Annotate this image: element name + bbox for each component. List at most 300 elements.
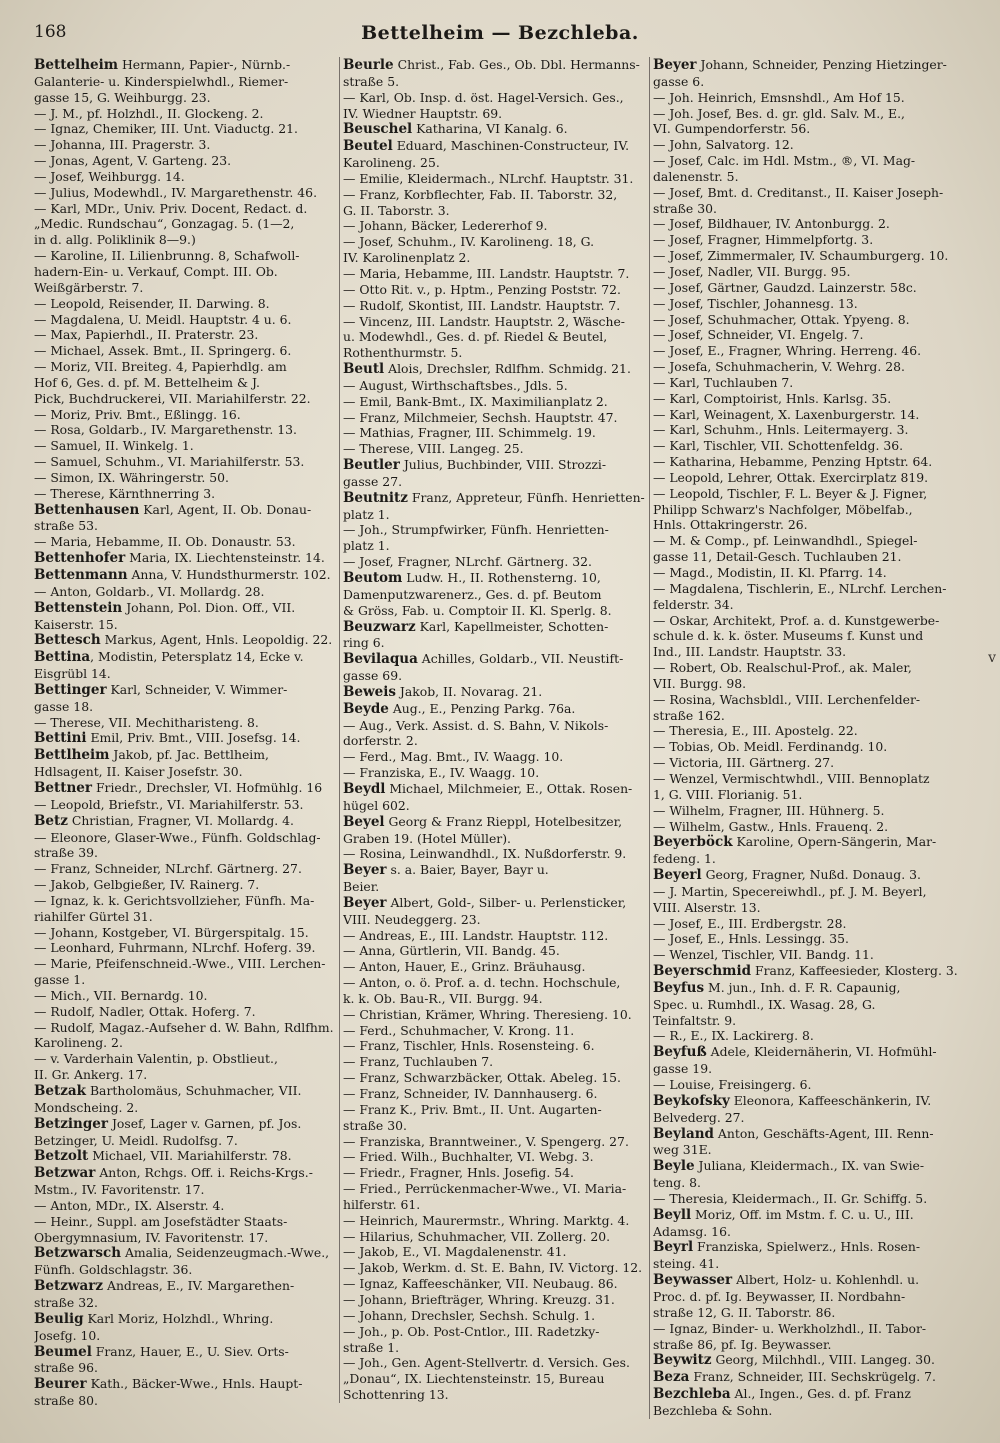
entry-text: gasse 19.: [653, 1061, 713, 1077]
directory-entry: [34, 780, 339, 797]
entry-text: Ind., III. Landstr. Hauptstr. 33.: [653, 644, 847, 660]
entry-text: — Leonhard, Fuhrmann, NLrchf. Hoferg. 39.: [34, 940, 316, 956]
directory-entry: [34, 121, 339, 137]
entry-text: — Josef, Tischler, Johannesg. 13.: [653, 295, 858, 311]
entry-surname: Beza: [653, 1369, 690, 1386]
directory-entry: [34, 1148, 339, 1165]
entry-text: — Karl, Schuhm., Hnls. Leitermayerg. 3.: [653, 422, 909, 438]
directory-entry: [34, 1067, 339, 1083]
entry-text: Teinfaltstr. 9.: [653, 1012, 737, 1028]
entry-text: — Josef, E., Hnls. Lessingg. 35.: [653, 931, 849, 947]
entry-text: — Anton, Goldarb., VI. Mollardg. 28.: [34, 583, 265, 599]
directory-entry: [343, 57, 648, 74]
directory-entry: [34, 845, 339, 861]
directory-entry: [343, 1213, 648, 1229]
entry-text: — Karl, Weinagent, X. Laxenburgerstr. 14.: [653, 406, 920, 422]
directory-entry: [34, 877, 339, 893]
entry-text: Moriz, Off. im Mstm. f. C. u. U., III.: [691, 1206, 914, 1222]
directory-entry: [653, 216, 968, 232]
directory-entry: [653, 1224, 968, 1240]
directory-column-2: [343, 57, 648, 1403]
directory-entry: [343, 1276, 648, 1292]
entry-text: platz 1.: [343, 538, 390, 554]
entry-text: Anna, V. Hundsthurmerstr. 102.: [127, 567, 331, 582]
entry-text: Jakob, pf. Jac. Bettlheim,: [109, 747, 269, 763]
directory-entry: [653, 1191, 968, 1207]
directory-entry: [653, 1272, 968, 1289]
directory-entry: [34, 956, 339, 972]
entry-text: Rothenthurmstr. 5.: [343, 345, 463, 361]
entry-text: — Jakob, E., VI. Magdalenenstr. 41.: [343, 1244, 567, 1260]
directory-entry: [343, 361, 648, 378]
directory-entry: [653, 771, 968, 787]
entry-text: — Franz, Schneider, IV. Dannhauserg. 6.: [343, 1086, 598, 1101]
entry-surname: Betzolt: [34, 1148, 89, 1165]
entry-surname: Beyerböck: [653, 834, 733, 851]
entry-text: Karolineng. 25.: [343, 155, 440, 171]
entry-text: II. Gr. Ankerg. 17.: [34, 1067, 148, 1083]
directory-entry: [34, 797, 339, 813]
directory-entry: [34, 438, 339, 454]
entry-surname: Bettner: [34, 779, 92, 796]
entry-surname: Betzwarz: [34, 1278, 104, 1295]
entry-surname: Beydl: [343, 780, 386, 797]
directory-entry: [343, 1197, 648, 1213]
directory-entry: [34, 343, 339, 359]
entry-text: — M. & Comp., pf. Leinwandhdl., Spiegel-: [653, 533, 918, 549]
directory-entry: [343, 554, 648, 570]
entry-text: Bezchleba & Sohn.: [653, 1402, 773, 1418]
directory-entry: [343, 831, 648, 847]
directory-entry: [34, 1245, 339, 1262]
directory-entry: [343, 314, 648, 330]
entry-text: Johann, Schneider, Penzing Hietzinger-: [696, 57, 947, 72]
directory-entry: [653, 660, 968, 676]
entry-text: in d. allg. Poliklinik 8—9.): [34, 232, 196, 248]
entry-text: — J. Martin, Specereiwhdl., pf. J. M. Beyerl,: [653, 883, 927, 899]
directory-entry: [653, 1093, 968, 1110]
directory-entry: [343, 1134, 648, 1150]
entry-text: — Emilie, Kleidermach., NLrchf. Hauptstr. 31.: [343, 170, 634, 186]
edge-mark: v: [988, 650, 996, 666]
directory-entry: [34, 486, 339, 502]
entry-text: „Donau“, IX. Liechtensteinstr. 15, Bureau: [343, 1371, 605, 1387]
entry-text: Maria, IX. Liechtensteinstr. 14.: [125, 550, 325, 566]
directory-entry: [343, 74, 648, 90]
entry-text: — Magdalena, Tischlerin, E., NLrchf. Lerchen-: [653, 580, 947, 596]
entry-text: gasse 1.: [34, 972, 86, 988]
entry-text: — Josef, Bildhauer, IV. Antonburgg. 2.: [653, 216, 890, 232]
directory-entry: [653, 819, 968, 835]
entry-text: — Rudolf, Magaz.-Aufseher d. W. Bahn, Rdlfhm.: [34, 1019, 334, 1035]
entry-text: — Joh., Strumpfwirker, Fünfh. Henrietten-: [343, 522, 609, 538]
entry-text: teng. 8.: [653, 1175, 701, 1191]
entry-surname: Bettenhofer: [34, 550, 126, 567]
entry-surname: Beyll: [653, 1206, 692, 1223]
entry-text: — Christian, Krämer, Whring. Theresieng. 10.: [343, 1006, 632, 1022]
entry-text: — Jakob, Werkm. d. St. E. Bahn, IV. Victorg. 12.: [343, 1260, 643, 1276]
entry-text: — Karl, MDr., Univ. Priv. Docent, Redact. d.: [34, 200, 308, 216]
entry-text: riahilfer Gürtel 31.: [34, 908, 153, 924]
directory-entry: [343, 635, 648, 651]
directory-entry: [653, 248, 968, 264]
entry-text: — Josef, Fragner, Himmelpfortg. 3.: [653, 232, 874, 248]
directory-entry: [34, 1230, 339, 1246]
directory-entry: [653, 264, 968, 280]
directory-entry: [653, 90, 968, 106]
directory-entry: [343, 538, 648, 554]
entry-surname: Beuzwarz: [343, 618, 416, 635]
directory-entry: [34, 375, 339, 391]
directory-entry: [34, 1051, 339, 1067]
entry-text: — Johanna, III. Pragerstr. 3.: [34, 137, 211, 153]
directory-entry: [343, 975, 648, 991]
entry-text: Franz, Kaffeesieder, Klosterg. 3.: [751, 963, 958, 979]
directory-entry: [343, 234, 648, 250]
entry-text: — Ignaz, k. k. Gerichtsvollzieher, Fünfh. Ma-: [34, 892, 315, 908]
directory-entry: [653, 613, 968, 629]
entry-text: — Friedr., Fragner, Hnls. Josefig. 54.: [343, 1165, 574, 1181]
directory-entry: [343, 733, 648, 749]
directory-entry: [653, 359, 968, 375]
entry-surname: Betzinger: [34, 1115, 108, 1132]
entry-text: Julius, Buchbinder, VIII. Strozzi-: [399, 457, 607, 473]
directory-entry: [34, 359, 339, 375]
directory-entry: [343, 912, 648, 928]
directory-entry: [343, 490, 648, 507]
directory-entry: [343, 1023, 648, 1039]
entry-text: Galanterie- u. Kinderspielwhdl., Riemer-: [34, 73, 289, 89]
entry-text: — Josef, Calc. im Hdl. Mstm., ®, VI. Mag-: [653, 153, 916, 169]
directory-entry: [343, 1038, 648, 1054]
entry-text: dalenenstr. 5.: [653, 168, 739, 184]
directory-entry: [34, 764, 339, 780]
directory-entry: [34, 1311, 339, 1328]
entry-text: — J. M., pf. Holzhdl., II. Glockeng. 2.: [34, 105, 264, 121]
directory-entry: [653, 201, 968, 217]
entry-text: Emil, Priv. Bmt., VIII. Josefsg. 14.: [86, 730, 301, 746]
entry-text: platz 1.: [343, 506, 390, 522]
entry-surname: Beyer: [343, 862, 387, 879]
entry-text: straße 53.: [34, 518, 98, 534]
entry-text: Hermann, Papier-, Nürnb.-: [118, 57, 291, 72]
entry-text: — Leopold, Briefstr., VI. Mariahilferstr. 53.: [34, 796, 304, 812]
directory-entry: [34, 1295, 339, 1311]
entry-text: — Josef, Fragner, NLrchf. Gärtnerg. 32.: [343, 554, 592, 570]
entry-text: — Magd., Modistin, II. Kl. Pfarrg. 14.: [653, 565, 887, 580]
directory-entry: [653, 533, 968, 549]
entry-text: — Otto Rit. v., p. Hptm., Penzing Poststr. 72.: [343, 281, 621, 297]
entry-text: straße 162.: [653, 707, 725, 723]
entry-text: Markus, Agent, Hnls. Leopoldig. 22.: [100, 632, 333, 648]
entry-surname: Beuschel: [343, 121, 413, 138]
directory-entry: [653, 947, 968, 963]
entry-text: — Ferd., Mag. Bmt., IV. Waagg. 10.: [343, 749, 564, 765]
entry-text: — Jakob, Gelbgießer, IV. Rainerg. 7.: [34, 877, 260, 893]
entry-surname: Beurle: [343, 57, 394, 73]
directory-entry: [34, 534, 339, 550]
entry-surname: Beulig: [34, 1310, 84, 1327]
directory-entry: [34, 1165, 339, 1182]
entry-surname: Beyer: [343, 894, 387, 911]
directory-entry: [343, 619, 648, 636]
entry-surname: Beumel: [34, 1343, 92, 1360]
entry-text: „Medic. Rundschau“, Gonzagag. 5. (1—2,: [34, 216, 295, 232]
directory-entry: [653, 438, 968, 454]
directory-column-1: [34, 57, 339, 1409]
entry-surname: Beyde: [343, 700, 389, 717]
directory-entry: [343, 171, 648, 187]
directory-entry: [343, 765, 648, 781]
entry-surname: Beutel: [343, 138, 393, 155]
entry-text: — Franz, Schwarzbäcker, Ottak. Abeleg. 15.: [343, 1070, 621, 1086]
entry-surname: Betzwar: [34, 1165, 96, 1182]
entry-text: Spec. u. Rumhdl., IX. Wasag. 28, G.: [653, 996, 876, 1012]
directory-entry: [653, 1321, 968, 1337]
directory-entry: [653, 296, 968, 312]
entry-text: steing. 41.: [653, 1256, 720, 1272]
entry-surname: Beyfus: [653, 979, 705, 996]
directory-entry: [34, 699, 339, 715]
directory-entry: [34, 584, 339, 600]
directory-entry: [34, 1035, 339, 1051]
entry-surname: Beykofsky: [653, 1092, 730, 1109]
entry-text: gasse 15, G. Weihburgg. 23.: [34, 89, 211, 105]
entry-surname: Beweis: [343, 683, 396, 700]
entry-text: — Moriz, VII. Breiteg. 4, Papierhdlg. am: [34, 359, 287, 375]
entry-text: k. k. Ob. Bau-R., VII. Burgg. 94.: [343, 990, 543, 1006]
entry-text: — Rudolf, Nadler, Ottak. Hoferg. 7.: [34, 1003, 256, 1019]
directory-entry: [653, 1028, 968, 1044]
directory-entry: [653, 121, 968, 137]
entry-surname: Bettlheim: [34, 747, 110, 764]
entry-text: VI. Gumpendorferstr. 56.: [653, 121, 811, 137]
entry-text: Adamsg. 16.: [653, 1223, 731, 1239]
directory-entry: [34, 666, 339, 682]
directory-entry: [34, 1262, 339, 1278]
directory-entry: [343, 701, 648, 718]
directory-entry: [34, 216, 339, 232]
directory-entry: [343, 187, 648, 203]
directory-entry: [34, 1004, 339, 1020]
directory-entry: [34, 470, 339, 486]
entry-text: Georg & Franz Rieppl, Hotelbesitzer,: [384, 813, 623, 829]
entry-text: straße 39.: [34, 845, 98, 861]
entry-text: — Franziska, Branntweiner., V. Spengerg. 27.: [343, 1133, 629, 1149]
entry-text: Graben 19. (Hotel Müller).: [343, 830, 511, 846]
directory-entry: [34, 1360, 339, 1376]
directory-column-3: [653, 57, 968, 1419]
directory-entry: [34, 617, 339, 633]
entry-text: hilferstr. 61.: [343, 1196, 421, 1212]
directory-entry: [653, 1044, 968, 1061]
entry-text: Fünfh. Goldschlagstr. 36.: [34, 1262, 193, 1278]
directory-entry: [34, 940, 339, 956]
entry-text: — Therese, VIII. Langeg. 25.: [343, 441, 524, 457]
entry-surname: Bettelheim: [34, 57, 119, 73]
entry-text: VIII. Neudeggerg. 23.: [343, 911, 481, 927]
directory-entry: [343, 155, 648, 171]
entry-text: Karl, Agent, II. Ob. Donau-: [139, 501, 312, 517]
entry-surname: Bettini: [34, 730, 87, 747]
entry-text: — Josef, Gärtner, Gaudzd. Lainzerstr. 58c.: [653, 279, 917, 295]
entry-text: — Josef, E., Fragner, Whring. Herreng. 46.: [653, 343, 922, 359]
entry-text: — Tobias, Ob. Meidl. Ferdinandg. 10.: [653, 739, 888, 755]
entry-text: VIII. Alserstr. 13.: [653, 899, 761, 915]
entry-surname: Beyland: [653, 1125, 714, 1142]
entry-text: Michael, Milchmeier, E., Ottak. Rosen-: [385, 780, 633, 796]
entry-text: — Michael, Assek. Bmt., II. Springerg. 6.: [34, 343, 292, 359]
directory-entry: [343, 90, 648, 106]
entry-text: gasse 6.: [653, 73, 705, 89]
directory-entry: [343, 1070, 648, 1086]
directory-entry: [34, 280, 339, 296]
entry-text: — Wilhelm, Gastw., Hnls. Frauenq. 2.: [653, 818, 889, 834]
directory-entry: [343, 218, 648, 234]
directory-entry: [653, 867, 968, 884]
entry-text: Eisgrübl 14.: [34, 666, 111, 682]
entry-text: straße 12, G. II. Taborstr. 86.: [653, 1304, 836, 1320]
entry-text: Franziska, Spielwerz., Hnls. Rosen-: [693, 1239, 921, 1255]
directory-entry: [343, 1149, 648, 1165]
directory-entry: [34, 106, 339, 122]
entry-text: Philipp Schwarz's Nachfolger, Möbelfab.,: [653, 501, 913, 517]
entry-text: — Josef, Schuhm., IV. Karolineng. 18, G.: [343, 234, 595, 250]
entry-text: — Franziska, E., IV. Waagg. 10.: [343, 765, 540, 781]
entry-text: — Maria, Hebamme, II. Ob. Donaustr. 53.: [34, 534, 296, 550]
directory-entry: [653, 375, 968, 391]
entry-text: Josef, Lager v. Garnen, pf. Jos.: [108, 1115, 302, 1131]
entry-surname: Beyel: [343, 813, 385, 830]
directory-entry: [34, 1020, 339, 1036]
entry-text: — Mich., VII. Bernardg. 10.: [34, 987, 208, 1003]
directory-entry: [653, 597, 968, 613]
directory-entry: [343, 749, 648, 765]
entry-text: — Josef, Bmt. d. Creditanst., II. Kaiser Joseph-: [653, 184, 944, 200]
entry-text: — Anton, o. ö. Prof. a. d. techn. Hochschule,: [343, 975, 621, 991]
directory-entry: [34, 74, 339, 90]
directory-entry: [34, 632, 339, 649]
directory-entry: [653, 407, 968, 423]
entry-text: — Johann, Drechsler, Sechsh. Schulg. 1.: [343, 1307, 596, 1323]
entry-text: Ludw. H., II. Rothensterng. 10,: [402, 570, 601, 585]
directory-entry: [653, 676, 968, 692]
directory-entry: [653, 980, 968, 997]
entry-text: — Josef, Schneider, VI. Engelg. 7.: [653, 327, 864, 343]
entry-text: — Franz, Milchmeier, Sechsh. Hauptstr. 47.: [343, 409, 618, 425]
entry-text: — Johann, Briefträger, Whring. Kreuzg. 31.: [343, 1291, 615, 1307]
directory-entry: [653, 169, 968, 185]
directory-entry: [34, 454, 339, 470]
directory-entry: [343, 991, 648, 1007]
entry-surname: Bettenstein: [34, 599, 123, 616]
directory-entry: [34, 137, 339, 153]
entry-surname: Bevilaqua: [343, 651, 418, 668]
directory-entry: [34, 600, 339, 617]
entry-text: Aug., E., Penzing Parkg. 76a.: [388, 700, 576, 716]
entry-text: — Heinrich, Maurermstr., Whring. Marktg. 4.: [343, 1212, 630, 1228]
directory-entry: [343, 718, 648, 734]
directory-entry: [653, 74, 968, 90]
directory-entry: [34, 57, 339, 74]
entry-text: Beier.: [343, 879, 380, 895]
entry-text: Franz, Appreteur, Fünfh. Henrietten-: [407, 489, 645, 505]
directory-entry: [34, 1116, 339, 1133]
directory-entry: [34, 422, 339, 438]
entry-text: M. jun., Inh. d. F. R. Capaunig,: [704, 979, 901, 995]
directory-entry: [343, 1308, 648, 1324]
entry-text: Albert, Gold-, Silber- u. Perlensticker,: [386, 894, 627, 910]
entry-text: Proc. d. pf. Ig. Beywasser, II. Nordbahn-: [653, 1288, 906, 1304]
directory-entry: [34, 861, 339, 877]
page-number: 168: [34, 22, 67, 42]
directory-entry: [343, 603, 648, 619]
entry-text: Schottenring 13.: [343, 1387, 449, 1403]
entry-surname: Beyerl: [653, 867, 702, 884]
entry-text: Kath., Bäcker-Wwe., Hnls. Haupt-: [86, 1376, 303, 1392]
entry-text: — Andreas, E., III. Landstr. Hauptstr. 112.: [343, 927, 609, 943]
directory-entry: [653, 1175, 968, 1191]
entry-text: Obergymnasium, IV. Favoritenstr. 17.: [34, 1229, 269, 1245]
entry-text: — Rosa, Goldarb., IV. Margarethenstr. 13.: [34, 422, 297, 438]
entry-text: — John, Salvatorg. 12.: [653, 137, 794, 153]
directory-entry: [653, 834, 968, 851]
directory-entry: [34, 169, 339, 185]
directory-entry: [653, 787, 968, 803]
entry-surname: Beyerschmid: [653, 963, 752, 980]
entry-text: Belvederg. 27.: [653, 1109, 745, 1125]
directory-entry: [34, 972, 339, 988]
entry-text: dorferstr. 2.: [343, 733, 418, 749]
entry-text: straße 5.: [343, 73, 400, 89]
entry-text: — Leopold, Reisender, II. Darwing. 8.: [34, 295, 270, 311]
directory-entry: [34, 407, 339, 423]
entry-text: — Therese, VII. Mechitharisteng. 8.: [34, 714, 259, 730]
directory-entry: [653, 1077, 968, 1093]
entry-text: Jakob, II. Novarag. 21.: [395, 683, 543, 699]
entry-text: Eleonora, Kaffeeschänkerin, IV.: [729, 1092, 932, 1108]
entry-text: — Josef, Zimmermaler, IV. Schaumburgerg. 10.: [653, 248, 949, 264]
directory-entry: [343, 846, 648, 862]
directory-entry: [343, 522, 648, 538]
directory-entry: [34, 909, 339, 925]
directory-entry: [34, 988, 339, 1004]
directory-entry: [653, 997, 968, 1013]
directory-entry: [653, 1061, 968, 1077]
entry-text: — Karl, Tuchlauben 7.: [653, 374, 794, 390]
entry-text: — Ignaz, Kaffeeschänker, VII. Neubaug. 86.: [343, 1276, 618, 1292]
directory-entry: [34, 649, 339, 666]
entry-surname: Beyle: [653, 1158, 695, 1175]
entry-text: , Modistin, Petersplatz 14, Ecke v.: [90, 649, 304, 665]
entry-text: straße 86, pf. Ig. Beywasser.: [653, 1336, 832, 1352]
entry-text: Hnls. Ottakringerstr. 26.: [653, 517, 808, 533]
entry-text: — Louise, Freisingerg. 6.: [653, 1077, 812, 1092]
directory-entry: [343, 798, 648, 814]
entry-text: Mstm., IV. Favoritenstr. 17.: [34, 1182, 205, 1198]
directory-entry: [343, 1260, 648, 1276]
directory-entry: [653, 422, 968, 438]
directory-entry: [653, 1352, 968, 1369]
entry-text: Karoline, Opern-Sängerin, Mar-: [732, 834, 937, 850]
directory-entry: [653, 1158, 968, 1175]
entry-text: — Franz K., Priv. Bmt., II. Unt. Augarten-: [343, 1101, 602, 1117]
directory-entry: [653, 931, 968, 947]
entry-text: — Rudolf, Skontist, III. Landstr. Hauptstr. 7.: [343, 297, 621, 313]
directory-entry: [34, 747, 339, 764]
entry-text: fedeng. 1.: [653, 851, 716, 867]
entry-text: — Karl, Comptoirist, Hnls. Karlsg. 35.: [653, 390, 892, 406]
